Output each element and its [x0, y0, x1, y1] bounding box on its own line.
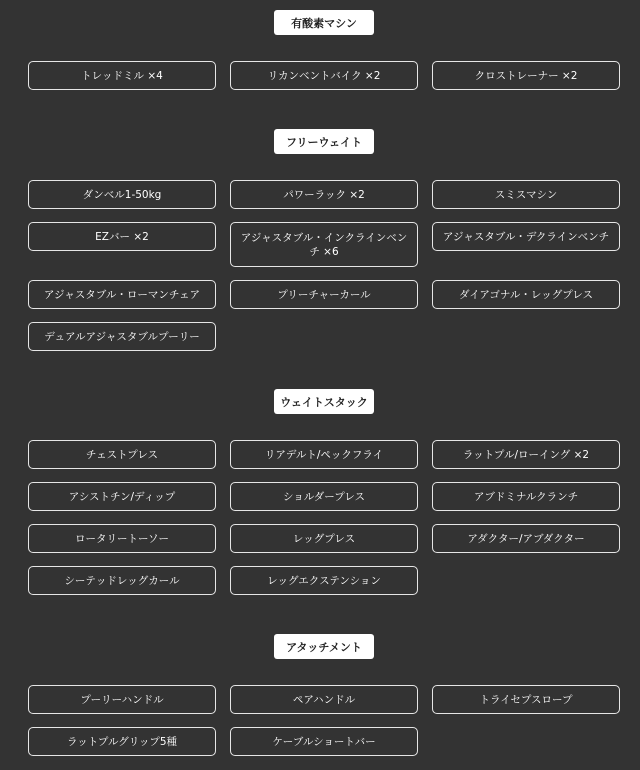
- equipment-grid: [28, 61, 621, 90]
- equipment-item[interactable]: アジャスタブル・ローマンチェア: [28, 280, 216, 309]
- equipment-item[interactable]: レッグエクステンション: [230, 566, 418, 595]
- equipment-item[interactable]: デュアルアジャスタブルプーリー: [28, 322, 216, 351]
- equipment-item[interactable]: アジャスタブル・デクラインベンチ: [432, 222, 620, 251]
- equipment-item[interactable]: トレッドミル ×4: [28, 61, 216, 90]
- section-title: アタッチメント: [274, 634, 374, 659]
- equipment-item[interactable]: リアデルト/ペックフライ: [230, 440, 418, 469]
- equipment-item[interactable]: パワーラック ×2: [230, 180, 418, 209]
- equipment-grid: [28, 685, 621, 756]
- section-title: フリーウェイト: [274, 129, 374, 154]
- equipment-item[interactable]: スミスマシン: [432, 180, 620, 209]
- equipment-grid: [28, 440, 621, 595]
- equipment-item[interactable]: シーテッドレッグカール: [28, 566, 216, 595]
- equipment-item[interactable]: アブドミナルクランチ: [432, 482, 620, 511]
- equipment-item[interactable]: ラットプル/ローイング ×2: [432, 440, 620, 469]
- equipment-item[interactable]: ラットプルグリップ5種: [28, 727, 216, 756]
- equipment-item[interactable]: プーリーハンドル: [28, 685, 216, 714]
- section-title: ウェイトスタック: [274, 389, 374, 414]
- equipment-item[interactable]: リカンベントバイク ×2: [230, 61, 418, 90]
- equipment-item[interactable]: ロータリートーソー: [28, 524, 216, 553]
- equipment-item[interactable]: クロストレーナー ×2: [432, 61, 620, 90]
- equipment-grid: [28, 180, 621, 351]
- equipment-item[interactable]: アダクター/アブダクター: [432, 524, 620, 553]
- equipment-item[interactable]: ショルダープレス: [230, 482, 418, 511]
- equipment-item[interactable]: ダイアゴナル・レッグプレス: [432, 280, 620, 309]
- equipment-item[interactable]: アシストチン/ディップ: [28, 482, 216, 511]
- equipment-item[interactable]: EZバー ×2: [28, 222, 216, 251]
- equipment-item[interactable]: ペアハンドル: [230, 685, 418, 714]
- section-title: 有酸素マシン: [274, 10, 374, 35]
- equipment-item[interactable]: チェストプレス: [28, 440, 216, 469]
- equipment-item[interactable]: トライセプスロープ: [432, 685, 620, 714]
- equipment-item[interactable]: アジャスタブル・インクラインベンチ ×6: [230, 222, 418, 267]
- equipment-item[interactable]: ケーブルショートバー: [230, 727, 418, 756]
- equipment-item[interactable]: レッグプレス: [230, 524, 418, 553]
- equipment-item[interactable]: プリーチャーカール: [230, 280, 418, 309]
- equipment-item[interactable]: ダンベル1-50kg: [28, 180, 216, 209]
